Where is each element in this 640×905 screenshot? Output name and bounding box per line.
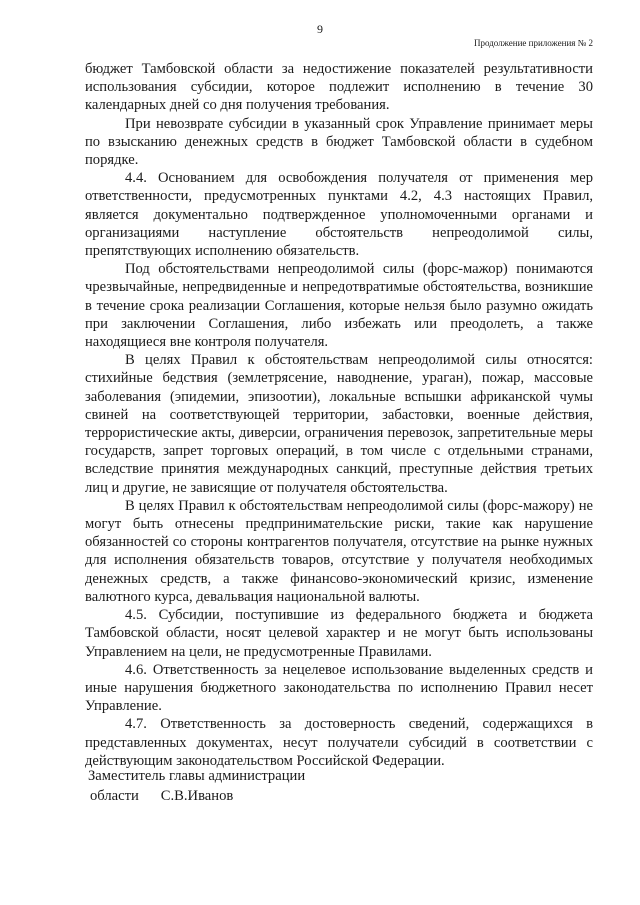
paragraph-4-6: 4.6. Ответственность за нецелевое использование выделенных средств и иные нарушения бюджетного законодательства по исполнению Правил несет Управление. xyxy=(85,661,593,715)
paragraph-4-7: 4.7. Ответственность за достоверность сведений, содержащихся в представленных документах, несут получатели субсидий в соответствии с действующим законодательством Российской Федерации. xyxy=(85,716,593,769)
paragraph-force-majeure-list: В целях Правил к обстоятельствам непреодолимой силы относятся: стихийные бедствия (землетрясение, наводнение, ураган), пожар, массовые заболевания (эпидемии, эпизоотии), локальные вспышки африканской чумы свиней на соответствующей территории, забастовки, военные действия, террористические акты, диверсии, ограничения перевозок, запретительные меры государств, запрет торговых операций, в том числе с отдельными странами, вследствие принятия международных санкций, преступные действия третьих лиц и другие, не зависящие от получателя обстоятельства. xyxy=(85,352,593,496)
continuation-note: Продолжение приложения № 2 xyxy=(473,38,593,48)
paragraph-non-return: При невозврате субсидии в указанный срок Управление принимает меры по взысканию денежных средств в бюджет Тамбовской области в судебном порядке. xyxy=(85,115,593,169)
paragraph-force-majeure-definition: Под обстоятельствами непреодолимой силы (форс-мажор) понимаются чрезвычайные, непредвиденные и непредотвратимые обстоятельства, возникшие в течение срока реализации Соглашения, которые нельзя было разумно ожидать при заключении Соглашения, либо избежать или преодолеть, а также находящиеся вне контроля получателя. xyxy=(85,261,593,351)
paragraph-continuation: бюджет Тамбовской области за недостижение показателей результативности использования субсидии, которое подлежит исполнению в течение 30 календарных дней со дня получения требования. xyxy=(85,61,593,114)
paragraph-force-majeure-exclusions: В целях Правил к обстоятельствам непреодолимой силы (форс-мажору) не могут быть отнесены предпринимательские риски, такие как нарушение обязанностей со стороны контрагентов получателя, отсутствие на рынке нужных для исполнения обязательств товаров, отсутствие у получателя необходимых денежных средств, а также финансово-экономический кризис, изменение валютного курса, девальвация национальной валюты. xyxy=(85,497,593,605)
signature-block xyxy=(88,766,305,806)
paragraph-4-5: 4.5. Субсидии, поступившие из федерального бюджета и бюджета Тамбовской области, носят целевой характер и не могут быть использованы Управлением на цели, не предусмотренные Правилами. xyxy=(85,607,593,660)
page-number: 9 xyxy=(317,22,323,36)
paragraph-4-4: 4.4. Основанием для освобождения получателя от применения мер ответственности, предусмотренных пунктами 4.2, 4.3 настоящих Правил, является документально подтвержденное уполномоченными органами и организациями наступление обстоятельств непреодолимой силы, препятствующих исполнению обязательств. xyxy=(85,170,593,260)
signature-title-line2 xyxy=(88,786,305,806)
signatory-name: С.В.Иванов xyxy=(160,788,234,804)
document-body xyxy=(85,60,593,770)
signature-region: области xyxy=(90,788,139,804)
signature-title: Заместитель главы администрации xyxy=(88,768,306,784)
